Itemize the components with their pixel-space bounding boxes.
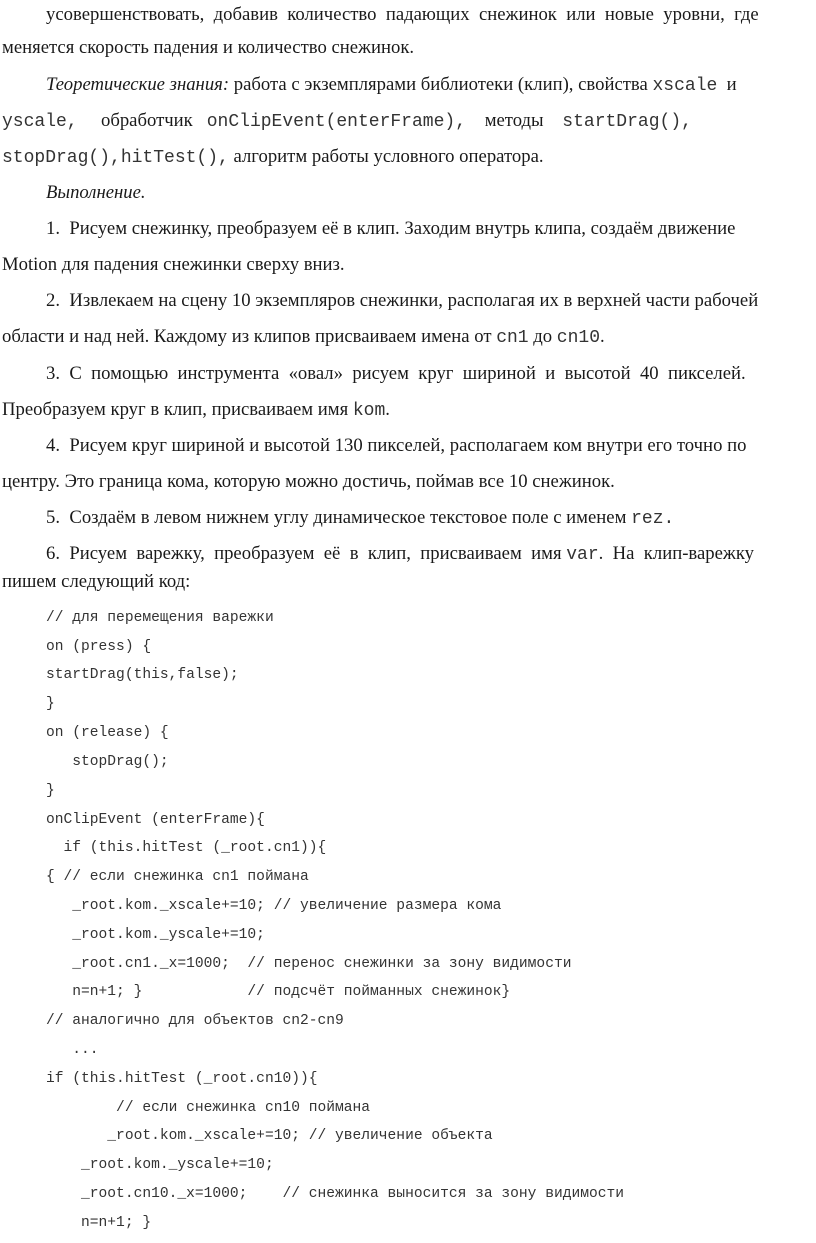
list-item-line: 3. С помощью инструмента «овал» рисуем круг шириной и высотой 40 пикселей.: [46, 363, 746, 384]
code-line: startDrag(this,false);: [46, 667, 239, 683]
text-run: работа с экземплярами библиотеки (клип), свойства: [229, 74, 653, 95]
paragraph-line: [46, 72, 737, 99]
code-line: ...: [46, 1042, 99, 1058]
code-line: on (press) {: [46, 639, 152, 655]
code-line: }: [46, 783, 55, 799]
code-line: if (this.hitTest (_root.cn10)){: [46, 1071, 318, 1087]
code-line: // для перемещения варежки: [46, 610, 274, 626]
text-run: Преобразуем круг в клип, присваиваем имя: [2, 399, 353, 420]
text-run: 6. Рисуем варежку, преобразуем её в клип, присваиваем имя: [46, 543, 567, 564]
inline-code: startDrag(),: [562, 112, 692, 132]
inline-code: onClipEvent(enterFrame),: [206, 112, 466, 132]
list-item-line: [46, 505, 674, 532]
code-line: stopDrag();: [46, 754, 169, 770]
text-run: .: [385, 399, 390, 420]
code-line: _root.kom._yscale+=10;: [46, 927, 265, 943]
list-item-line: [2, 324, 605, 351]
list-item-line: 4. Рисуем круг шириной и высотой 130 пикселей, располагаем ком внутри его точно по: [46, 435, 747, 456]
list-item-line: 2. Извлекаем на сцену 10 экземпляров снежинки, располагая их в верхней части рабочей: [46, 290, 759, 311]
text-run: . На клип-варежку: [598, 543, 754, 564]
code-line: onClipEvent (enterFrame){: [46, 812, 265, 828]
code-line: // если снежинка cn10 поймана: [46, 1100, 371, 1116]
text-run: обработчик: [77, 110, 207, 131]
list-item-line: [2, 397, 390, 424]
code-line: }: [46, 696, 55, 712]
text-run: до: [528, 326, 557, 347]
code-line: _root.cn10._x=1000; // снежинка выносится за зону видимости: [46, 1186, 625, 1202]
section-heading: Выполнение.: [46, 182, 146, 203]
code-line: n=n+1; }: [46, 1215, 152, 1231]
text-run: алгоритм работы условного оператора.: [228, 146, 544, 167]
inline-code: cn10: [556, 328, 601, 348]
inline-code: xscale: [652, 76, 718, 96]
text-run: методы: [466, 110, 563, 131]
inline-code: var: [566, 545, 599, 565]
list-item-line: 1. Рисуем снежинку, преобразуем её в клип. Заходим внутрь клипа, создаём движение: [46, 218, 736, 239]
theory-label: Теоретические знания:: [46, 74, 230, 95]
paragraph-line: [2, 108, 692, 135]
code-line: // аналогично для объектов cn2-cn9: [46, 1013, 344, 1029]
paragraph-line: меняется скорость падения и количество снежинок.: [2, 37, 415, 58]
inline-code: stopDrag(),hitTest(),: [2, 148, 229, 168]
paragraph-line: усовершенствовать, добавив количество падающих снежинок или новые уровни, где: [46, 4, 759, 25]
list-item-line: [46, 541, 754, 568]
code-line: _root.kom._xscale+=10; // увеличение размера кома: [46, 898, 502, 914]
code-line: { // если снежинка cn1 поймана: [46, 869, 309, 885]
code-line: if (this.hitTest (_root.cn1)){: [46, 840, 327, 856]
list-item-line: центру. Это граница кома, которую можно достичь, поймав все 10 снежинок.: [2, 471, 615, 492]
code-line: _root.kom._yscale+=10;: [46, 1157, 274, 1173]
code-line: _root.cn1._x=1000; // перенос снежинки за зону видимости: [46, 956, 572, 972]
inline-code: yscale,: [2, 112, 78, 132]
paragraph-line: [2, 144, 544, 171]
code-line: on (release) {: [46, 725, 169, 741]
text-run: 5. Создаём в левом нижнем углу динамическое текстовое поле с именем: [46, 507, 632, 528]
inline-code: kom: [352, 401, 386, 421]
list-item-line: пишем следующий код:: [2, 571, 191, 592]
text-run: области и над ней. Каждому из клипов присваиваем имена от: [2, 326, 497, 347]
inline-code: rez.: [631, 509, 675, 529]
code-line: _root.kom._xscale+=10; // увеличение объекта: [46, 1128, 493, 1144]
list-item-line: Motion для падения снежинки сверху вниз.: [2, 254, 345, 275]
code-line: n=n+1; } // подсчёт пойманных снежинок}: [46, 984, 511, 1000]
inline-code: cn1: [496, 328, 529, 348]
text-run: и: [717, 74, 737, 95]
text-run: .: [600, 326, 605, 347]
